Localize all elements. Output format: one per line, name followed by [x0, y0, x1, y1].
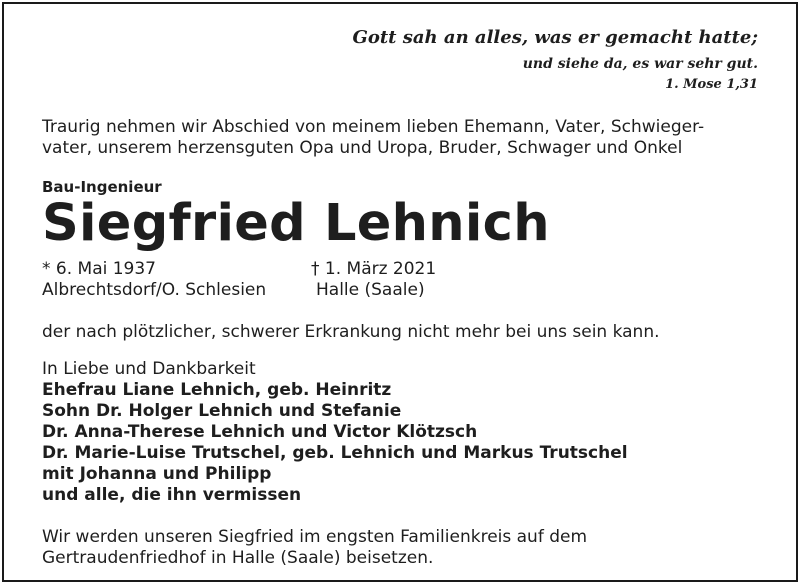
- bible-quote-line-1: Gott sah an alles, was er gemacht hatte;: [352, 27, 758, 48]
- intro-line-1: Traurig nehmen wir Abschied von meinem lieben Ehemann, Vater, Schwieger-: [42, 117, 705, 137]
- mourner-line: mit Johanna und Philipp: [42, 464, 272, 484]
- bible-quote-source: 1. Mose 1,31: [665, 77, 758, 92]
- intro-line-2: vater, unserem herzensguten Opa und Uropa, Bruder, Schwager und Onkel: [42, 138, 683, 158]
- burial-line-1: Wir werden unseren Siegfried im engsten Familienkreis auf dem: [42, 527, 588, 547]
- cause-text: der nach plötzlicher, schwerer Erkrankung nicht mehr bei uns sein kann.: [42, 322, 660, 342]
- mourner-line: Ehefrau Liane Lehnich, geb. Heinritz: [42, 380, 392, 400]
- burial-line-2: Gertraudenfriedhof in Halle (Saale) beisetzen.: [42, 548, 434, 568]
- mourner-line: Sohn Dr. Holger Lehnich und Stefanie: [42, 401, 402, 421]
- mourners-intro: In Liebe und Dankbarkeit: [42, 359, 256, 379]
- profession: Bau-Ingenieur: [42, 178, 162, 196]
- bible-quote-line-2: und siehe da, es war sehr gut.: [522, 56, 758, 72]
- deceased-name: Siegfried Lehnich: [42, 194, 550, 253]
- death-place: Halle (Saale): [316, 280, 425, 300]
- birth-place: Albrechtsdorf/O. Schlesien: [42, 280, 267, 300]
- mourner-line: und alle, die ihn vermissen: [42, 485, 302, 505]
- mourner-line: Dr. Marie-Luise Trutschel, geb. Lehnich und Markus Trutschel: [42, 443, 628, 463]
- birth-date: * 6. Mai 1937: [42, 259, 157, 279]
- death-date: † 1. März 2021: [311, 259, 437, 279]
- mourner-line: Dr. Anna-Therese Lehnich und Victor Klötzsch: [42, 422, 478, 442]
